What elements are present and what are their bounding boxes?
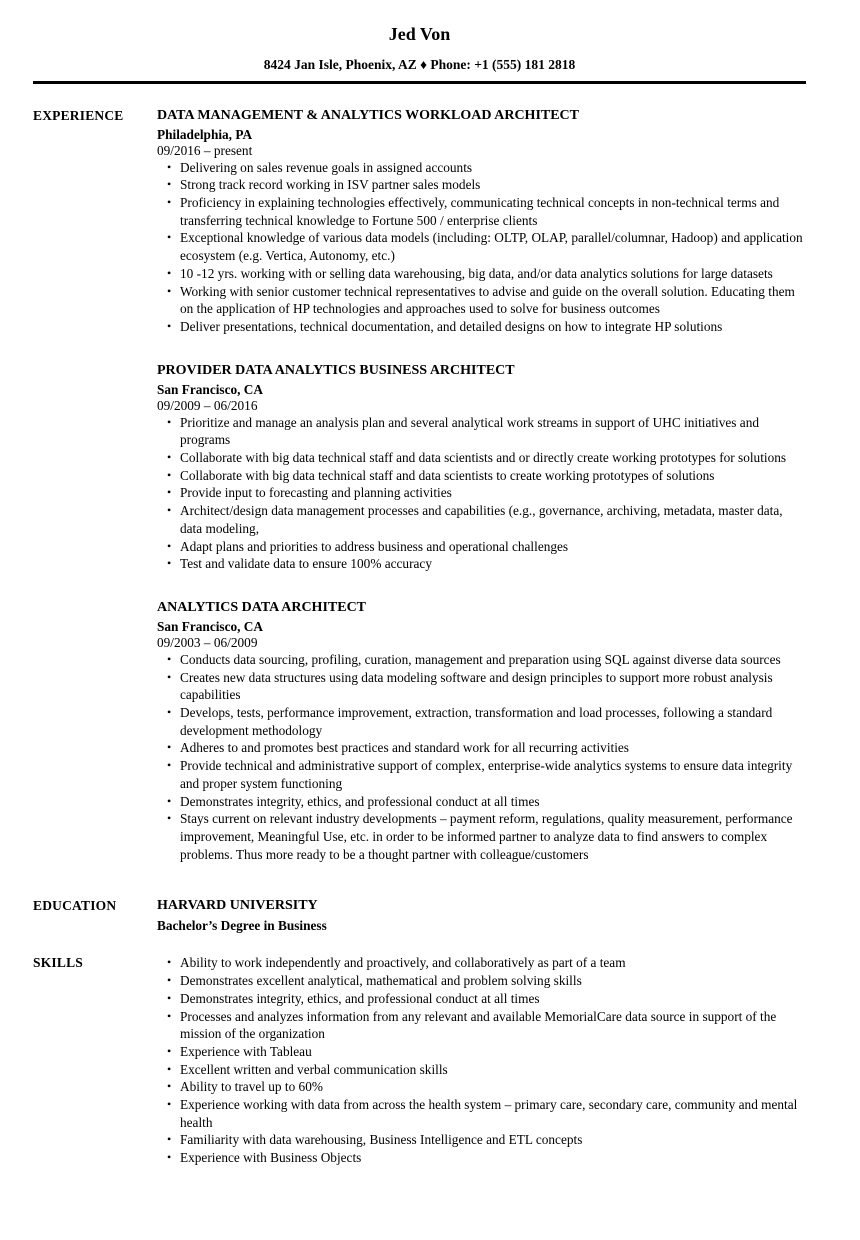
bullet-item: • Adapt plans and priorities to address business and operational challenges <box>166 538 806 556</box>
job-bullet-list <box>157 651 806 863</box>
job-entry-3 <box>157 599 806 863</box>
job-dates: 09/2003 – 06/2009 <box>157 634 258 650</box>
job-title: ANALYTICS DATA ARCHITECT <box>157 599 367 615</box>
bullet-item: • Stays current on relevant industry developments – payment reform, regulations, quality measurement, performance improvement, Meaningful Use, etc. in order to be informed partner to analyze data to find answers to complex problems. Thus more ready to be a thought partner with colleague/customers <box>166 810 806 863</box>
bullet-item: • Prioritize and manage an analysis plan and several analytical work streams in support of UHC initiatives and programs <box>166 414 806 449</box>
candidate-name: Jed Von <box>388 24 451 44</box>
bullet-item: • Familiarity with data warehousing, Business Intelligence and ETL concepts <box>166 1131 806 1149</box>
bullet-item: • Conducts data sourcing, profiling, curation, management and preparation using SQL against diverse data sources <box>166 651 806 669</box>
bullet-item: • Collaborate with big data technical staff and data scientists and or directly create working prototypes for solutions <box>166 449 806 467</box>
job-dates: 09/2016 – present <box>157 142 253 158</box>
experience-content <box>157 107 806 864</box>
bullet-item: • Deliver presentations, technical documentation, and detailed designs on how to integrate HP solutions <box>166 318 806 336</box>
resume-header <box>33 24 806 84</box>
bullet-item: • Strong track record working in ISV partner sales models <box>166 176 806 194</box>
skills-content <box>157 954 806 1166</box>
education-content <box>157 897 806 934</box>
job-dates: 09/2009 – 06/2016 <box>157 397 258 413</box>
bullet-item: • Experience with Tableau <box>166 1043 806 1061</box>
bullet-item: • Ability to travel up to 60% <box>166 1078 806 1096</box>
section-label-education: EDUCATION <box>33 898 117 914</box>
job-title: DATA MANAGEMENT & ANALYTICS WORKLOAD ARCHITECT <box>157 107 580 123</box>
section-education <box>33 897 806 934</box>
job-location: San Francisco, CA <box>157 618 264 634</box>
bullet-item: • Demonstrates integrity, ethics, and professional conduct at all times <box>166 793 806 811</box>
job-bullet-list <box>157 414 806 573</box>
degree: Bachelor’s Degree in Business <box>157 918 327 934</box>
job-location: Philadelphia, PA <box>157 126 253 142</box>
bullet-item: • Delivering on sales revenue goals in assigned accounts <box>166 159 806 177</box>
job-bullet-list <box>157 159 806 336</box>
bullet-item: • Excellent written and verbal communication skills <box>166 1061 806 1079</box>
bullet-item: • Experience working with data from across the health system – primary care, secondary care, community and mental health <box>166 1096 806 1131</box>
bullet-item: • Experience with Business Objects <box>166 1149 806 1167</box>
job-title: PROVIDER DATA ANALYTICS BUSINESS ARCHITECT <box>157 362 515 378</box>
bullet-item: • Exceptional knowledge of various data models (including: OLTP, OLAP, parallel/columnar, Hadoop) and application ecosystem (e.g. Vertica, Autonomy, etc.) <box>166 229 806 264</box>
section-experience <box>33 107 806 864</box>
bullet-item: • Demonstrates integrity, ethics, and professional conduct at all times <box>166 990 806 1008</box>
bullet-item: • Processes and analyzes information from any relevant and available MemorialCare data source in support of the mission of the organization <box>166 1008 806 1043</box>
bullet-item: • Ability to work independently and proactively, and collaboratively as part of a team <box>166 954 806 972</box>
section-label-experience: EXPERIENCE <box>33 107 124 123</box>
bullet-item: • 10 -12 yrs. working with or selling data warehousing, big data, and/or data analytics solutions for large datasets <box>166 265 806 283</box>
job-location: San Francisco, CA <box>157 381 264 397</box>
bullet-item: • Adheres to and promotes best practices and standard work for all recurring activities <box>166 739 806 757</box>
contact-line: 8424 Jan Isle, Phoenix, AZ ♦ Phone: +1 (555) 181 2818 <box>263 56 576 72</box>
bullet-item: • Demonstrates excellent analytical, mathematical and problem solving skills <box>166 972 806 990</box>
bullet-item: • Provide input to forecasting and planning activities <box>166 484 806 502</box>
job-entry-1 <box>157 107 806 336</box>
job-entry-2 <box>157 362 806 573</box>
bullet-item: • Collaborate with big data technical staff and data scientists to create working prototypes of solutions <box>166 467 806 485</box>
section-skills <box>33 954 806 1166</box>
bullet-item: • Creates new data structures using data modeling software and design principles to support more robust analysis capabilities <box>166 669 806 704</box>
bullet-item: • Develops, tests, performance improvement, extraction, transformation and load processes, following a standard development methodology <box>166 704 806 739</box>
bullet-item: • Provide technical and administrative support of complex, enterprise-wide analytics systems to ensure data integrity and proper system functioning <box>166 757 806 792</box>
bullet-item: • Architect/design data management processes and capabilities (e.g., governance, archiving, metadata, master data, data modeling, <box>166 502 806 537</box>
skills-bullet-list <box>157 954 806 1166</box>
section-label-skills: SKILLS <box>33 955 83 971</box>
school-name: HARVARD UNIVERSITY <box>157 898 318 914</box>
bullet-item: • Test and validate data to ensure 100% accuracy <box>166 555 806 573</box>
bullet-item: • Proficiency in explaining technologies effectively, communicating technical concepts in non-technical terms and transferring technical knowledge to Fortune 500 / enterprise clients <box>166 194 806 229</box>
bullet-item: • Working with senior customer technical representatives to advise and guide on the overall solution. Educating them on the application of HP technologies and approaches used to solve for business outcomes <box>166 283 806 318</box>
